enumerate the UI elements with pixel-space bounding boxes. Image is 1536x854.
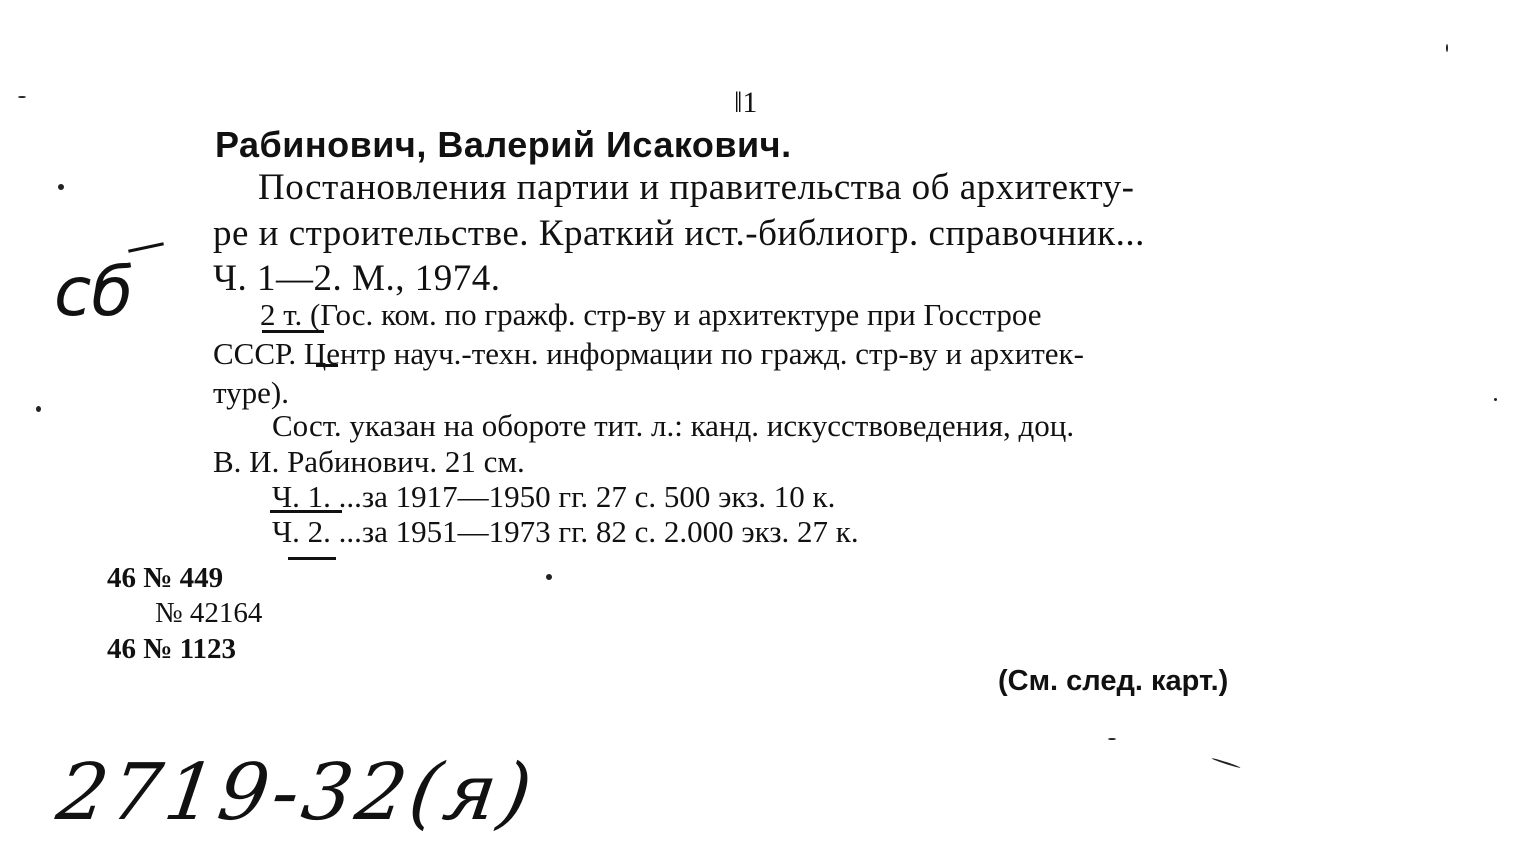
part-2-line: Ч. 2. ...за 1951—1973 гг. 82 с. 2.000 экз. 27 к.: [272, 514, 859, 549]
continued-note: (См. след. карт.): [998, 665, 1229, 697]
card-marker: ‖1: [734, 86, 758, 119]
body-line-2: СССР. Центр науч.-техн. информации по гражд. стр-ву и архитек-: [213, 336, 1084, 371]
underline-mark: [288, 557, 336, 560]
call-number-2: № 42164: [155, 597, 263, 629]
title-line-1: Постановления партии и правительства об архитекту-: [258, 167, 1135, 208]
body-line-1: 2 т. (Гос. ком. по гражф. стр-ву и архитектуре при Госстрое: [260, 297, 1042, 332]
call-number-1: 46 № 449: [107, 562, 224, 594]
call-number-3: 46 № 1123: [107, 633, 237, 665]
body-line-3: туре).: [213, 375, 289, 410]
body-line-4: Сост. указан на обороте тит. л.: канд. искусствоведения, доц.: [272, 408, 1075, 443]
handwritten-stroke: [128, 242, 164, 252]
title-line-2: ре и строительстве. Краткий ист.-библиогр. справочник...: [213, 213, 1145, 254]
underline-mark: [262, 330, 324, 333]
title-line-3: Ч. 1—2. М., 1974.: [213, 258, 501, 299]
author-heading: Рабинович, Валерий Исакович.: [215, 124, 792, 165]
part-1-line: Ч. 1. ...за 1917—1950 гг. 27 с. 500 экз. 10 к.: [272, 479, 836, 514]
handwritten-mark: сб: [54, 253, 134, 332]
underline-mark: [270, 510, 342, 513]
handwritten-number: 2719-32(я): [51, 748, 541, 838]
body-line-5: В. И. Рабинович. 21 см.: [213, 444, 525, 479]
underline-mark: [316, 364, 338, 367]
